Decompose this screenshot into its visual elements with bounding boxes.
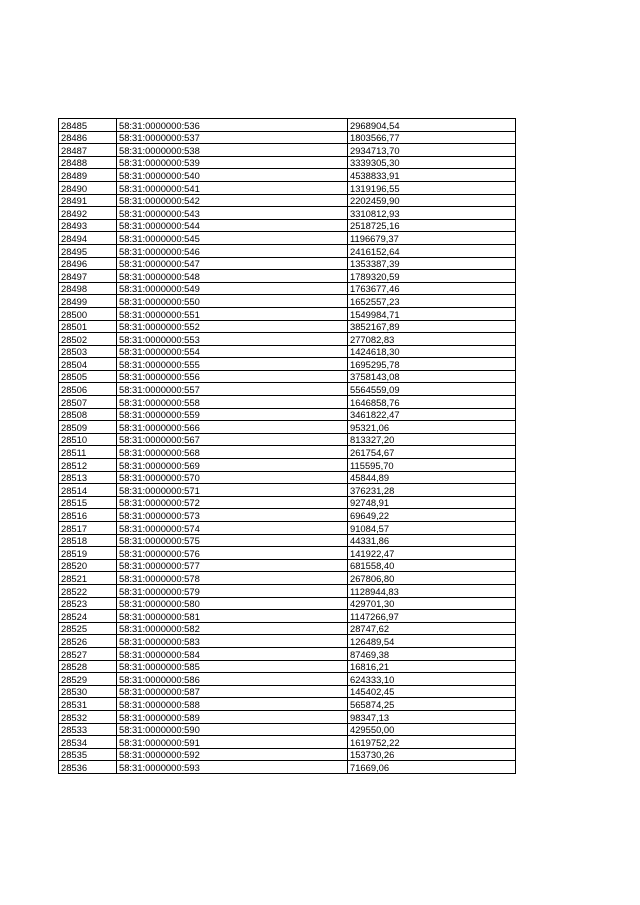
row-number-cell: 28509 <box>59 421 117 434</box>
row-number-cell: 28495 <box>59 244 117 257</box>
table-row <box>59 244 516 257</box>
table-row <box>59 295 516 308</box>
table-row <box>59 559 516 572</box>
table-row <box>59 144 516 157</box>
cadastral-number-cell: 58:31:0000000:556 <box>117 370 348 383</box>
row-number-cell: 28528 <box>59 660 117 673</box>
value-cell: 115595,70 <box>348 459 516 472</box>
cadastral-number-cell: 58:31:0000000:558 <box>117 396 348 409</box>
cadastral-number-cell: 58:31:0000000:566 <box>117 421 348 434</box>
row-number-cell: 28514 <box>59 484 117 497</box>
row-number-cell: 28533 <box>59 723 117 736</box>
cadastral-number-cell: 58:31:0000000:541 <box>117 181 348 194</box>
row-number-cell: 28502 <box>59 333 117 346</box>
row-number-cell: 28496 <box>59 257 117 270</box>
row-number-cell: 28497 <box>59 270 117 283</box>
row-number-cell: 28531 <box>59 698 117 711</box>
row-number-cell: 28487 <box>59 144 117 157</box>
row-number-cell: 28536 <box>59 761 117 774</box>
row-number-cell: 28532 <box>59 710 117 723</box>
value-cell: 3461822,47 <box>348 408 516 421</box>
row-number-cell: 28503 <box>59 345 117 358</box>
cadastral-number-cell: 58:31:0000000:537 <box>117 131 348 144</box>
value-cell: 1319196,55 <box>348 181 516 194</box>
row-number-cell: 28520 <box>59 559 117 572</box>
cadastral-number-cell: 58:31:0000000:542 <box>117 194 348 207</box>
cadastral-number-cell: 58:31:0000000:592 <box>117 748 348 761</box>
value-cell: 2416152,64 <box>348 244 516 257</box>
value-cell: 45844,89 <box>348 471 516 484</box>
table-row <box>59 181 516 194</box>
value-cell: 2968904,54 <box>348 119 516 132</box>
cadastral-number-cell: 58:31:0000000:553 <box>117 333 348 346</box>
table-row <box>59 383 516 396</box>
cadastral-number-cell: 58:31:0000000:572 <box>117 496 348 509</box>
value-cell: 91084,57 <box>348 522 516 535</box>
value-cell: 141922,47 <box>348 547 516 560</box>
table-row <box>59 156 516 169</box>
cadastral-number-cell: 58:31:0000000:554 <box>117 345 348 358</box>
table-row <box>59 660 516 673</box>
cadastral-number-cell: 58:31:0000000:567 <box>117 433 348 446</box>
cadastral-number-cell: 58:31:0000000:578 <box>117 572 348 585</box>
row-number-cell: 28510 <box>59 433 117 446</box>
value-cell: 1128944,83 <box>348 584 516 597</box>
cadastral-number-cell: 58:31:0000000:569 <box>117 459 348 472</box>
row-number-cell: 28523 <box>59 597 117 610</box>
value-cell: 4538833,91 <box>348 169 516 182</box>
table-row <box>59 358 516 371</box>
value-cell: 153730,26 <box>348 748 516 761</box>
value-cell: 2202459,90 <box>348 194 516 207</box>
table-row <box>59 597 516 610</box>
row-number-cell: 28505 <box>59 370 117 383</box>
cadastral-number-cell: 58:31:0000000:583 <box>117 635 348 648</box>
row-number-cell: 28525 <box>59 622 117 635</box>
row-number-cell: 28498 <box>59 282 117 295</box>
table-row <box>59 370 516 383</box>
value-cell: 267806,80 <box>348 572 516 585</box>
cadastral-number-cell: 58:31:0000000:544 <box>117 219 348 232</box>
value-cell: 145402,45 <box>348 685 516 698</box>
table-row <box>59 345 516 358</box>
value-cell: 1789320,59 <box>348 270 516 283</box>
table-row <box>59 685 516 698</box>
table-row <box>59 320 516 333</box>
value-cell: 429550,00 <box>348 723 516 736</box>
cadastral-number-cell: 58:31:0000000:581 <box>117 610 348 623</box>
value-cell: 1196679,37 <box>348 232 516 245</box>
cadastral-number-cell: 58:31:0000000:545 <box>117 232 348 245</box>
table-row <box>59 547 516 560</box>
row-number-cell: 28517 <box>59 522 117 535</box>
table-row <box>59 610 516 623</box>
cadastral-number-cell: 58:31:0000000:580 <box>117 597 348 610</box>
value-cell: 1695295,78 <box>348 358 516 371</box>
value-cell: 69649,22 <box>348 509 516 522</box>
value-cell: 1549984,71 <box>348 307 516 320</box>
row-number-cell: 28530 <box>59 685 117 698</box>
row-number-cell: 28513 <box>59 471 117 484</box>
table-body <box>59 119 516 774</box>
table-row <box>59 446 516 459</box>
row-number-cell: 28527 <box>59 647 117 660</box>
row-number-cell: 28501 <box>59 320 117 333</box>
cadastral-number-cell: 58:31:0000000:557 <box>117 383 348 396</box>
row-number-cell: 28534 <box>59 736 117 749</box>
value-cell: 1763677,46 <box>348 282 516 295</box>
cadastral-number-cell: 58:31:0000000:589 <box>117 710 348 723</box>
row-number-cell: 28507 <box>59 396 117 409</box>
value-cell: 3339305,30 <box>348 156 516 169</box>
cadastral-number-cell: 58:31:0000000:538 <box>117 144 348 157</box>
value-cell: 565874,25 <box>348 698 516 711</box>
cadastral-number-cell: 58:31:0000000:587 <box>117 685 348 698</box>
table-row <box>59 396 516 409</box>
row-number-cell: 28486 <box>59 131 117 144</box>
value-cell: 1424618,30 <box>348 345 516 358</box>
row-number-cell: 28516 <box>59 509 117 522</box>
cadastral-number-cell: 58:31:0000000:549 <box>117 282 348 295</box>
row-number-cell: 28490 <box>59 181 117 194</box>
cadastral-number-cell: 58:31:0000000:539 <box>117 156 348 169</box>
value-cell: 1646858,76 <box>348 396 516 409</box>
table-row <box>59 307 516 320</box>
row-number-cell: 28511 <box>59 446 117 459</box>
value-cell: 1619752,22 <box>348 736 516 749</box>
cadastral-number-cell: 58:31:0000000:586 <box>117 673 348 686</box>
cadastral-number-cell: 58:31:0000000:591 <box>117 736 348 749</box>
row-number-cell: 28494 <box>59 232 117 245</box>
row-number-cell: 28506 <box>59 383 117 396</box>
value-cell: 3310812,93 <box>348 207 516 220</box>
table-row <box>59 723 516 736</box>
cadastral-number-cell: 58:31:0000000:548 <box>117 270 348 283</box>
table-row <box>59 534 516 547</box>
value-cell: 28747,62 <box>348 622 516 635</box>
value-cell: 2518725,16 <box>348 219 516 232</box>
data-table <box>58 118 516 774</box>
cadastral-number-cell: 58:31:0000000:552 <box>117 320 348 333</box>
value-cell: 277082,83 <box>348 333 516 346</box>
value-cell: 376231,28 <box>348 484 516 497</box>
value-cell: 95321,06 <box>348 421 516 434</box>
cadastral-number-cell: 58:31:0000000:570 <box>117 471 348 484</box>
cadastral-number-cell: 58:31:0000000:585 <box>117 660 348 673</box>
row-number-cell: 28526 <box>59 635 117 648</box>
value-cell: 1803566,77 <box>348 131 516 144</box>
table-row <box>59 635 516 648</box>
value-cell: 429701,30 <box>348 597 516 610</box>
value-cell: 2934713,70 <box>348 144 516 157</box>
value-cell: 92748,91 <box>348 496 516 509</box>
cadastral-number-cell: 58:31:0000000:550 <box>117 295 348 308</box>
value-cell: 1353387,39 <box>348 257 516 270</box>
cadastral-number-cell: 58:31:0000000:543 <box>117 207 348 220</box>
row-number-cell: 28500 <box>59 307 117 320</box>
value-cell: 71669,06 <box>348 761 516 774</box>
value-cell: 44331,86 <box>348 534 516 547</box>
cadastral-number-cell: 58:31:0000000:576 <box>117 547 348 560</box>
table-row <box>59 257 516 270</box>
cadastral-number-cell: 58:31:0000000:568 <box>117 446 348 459</box>
row-number-cell: 28488 <box>59 156 117 169</box>
row-number-cell: 28504 <box>59 358 117 371</box>
cadastral-number-cell: 58:31:0000000:579 <box>117 584 348 597</box>
cadastral-number-cell: 58:31:0000000:559 <box>117 408 348 421</box>
table-row <box>59 673 516 686</box>
row-number-cell: 28492 <box>59 207 117 220</box>
row-number-cell: 28524 <box>59 610 117 623</box>
cadastral-number-cell: 58:31:0000000:551 <box>117 307 348 320</box>
table-row <box>59 584 516 597</box>
value-cell: 261754,67 <box>348 446 516 459</box>
row-number-cell: 28491 <box>59 194 117 207</box>
cadastral-number-cell: 58:31:0000000:575 <box>117 534 348 547</box>
value-cell: 813327,20 <box>348 433 516 446</box>
cadastral-number-cell: 58:31:0000000:547 <box>117 257 348 270</box>
cadastral-number-cell: 58:31:0000000:590 <box>117 723 348 736</box>
table-row <box>59 408 516 421</box>
table-row <box>59 710 516 723</box>
table-row <box>59 736 516 749</box>
cadastral-number-cell: 58:31:0000000:540 <box>117 169 348 182</box>
cadastral-number-cell: 58:31:0000000:573 <box>117 509 348 522</box>
table-row <box>59 459 516 472</box>
cadastral-number-cell: 58:31:0000000:584 <box>117 647 348 660</box>
table-row <box>59 282 516 295</box>
cadastral-number-cell: 58:31:0000000:574 <box>117 522 348 535</box>
value-cell: 126489,54 <box>348 635 516 648</box>
table-row <box>59 131 516 144</box>
row-number-cell: 28499 <box>59 295 117 308</box>
value-cell: 3852167,89 <box>348 320 516 333</box>
cadastral-number-cell: 58:31:0000000:555 <box>117 358 348 371</box>
value-cell: 681558,40 <box>348 559 516 572</box>
value-cell: 1147266,97 <box>348 610 516 623</box>
row-number-cell: 28512 <box>59 459 117 472</box>
table-row <box>59 572 516 585</box>
row-number-cell: 28515 <box>59 496 117 509</box>
table-row <box>59 471 516 484</box>
table-row <box>59 484 516 497</box>
row-number-cell: 28519 <box>59 547 117 560</box>
cadastral-number-cell: 58:31:0000000:577 <box>117 559 348 572</box>
value-cell: 16816,21 <box>348 660 516 673</box>
table-row <box>59 421 516 434</box>
table-row <box>59 333 516 346</box>
value-cell: 98347,13 <box>348 710 516 723</box>
table-row <box>59 748 516 761</box>
table-row <box>59 509 516 522</box>
table-row <box>59 647 516 660</box>
value-cell: 87469,38 <box>348 647 516 660</box>
table-row <box>59 119 516 132</box>
table-row <box>59 522 516 535</box>
cadastral-number-cell: 58:31:0000000:588 <box>117 698 348 711</box>
table-row <box>59 270 516 283</box>
row-number-cell: 28485 <box>59 119 117 132</box>
cadastral-number-cell: 58:31:0000000:582 <box>117 622 348 635</box>
table-row <box>59 194 516 207</box>
row-number-cell: 28521 <box>59 572 117 585</box>
table-row <box>59 433 516 446</box>
row-number-cell: 28493 <box>59 219 117 232</box>
table-row <box>59 761 516 774</box>
table-row <box>59 169 516 182</box>
table-row <box>59 622 516 635</box>
value-cell: 624333,10 <box>348 673 516 686</box>
table-row <box>59 698 516 711</box>
row-number-cell: 28529 <box>59 673 117 686</box>
table-row <box>59 232 516 245</box>
cadastral-number-cell: 58:31:0000000:536 <box>117 119 348 132</box>
cadastral-number-cell: 58:31:0000000:593 <box>117 761 348 774</box>
value-cell: 3758143,08 <box>348 370 516 383</box>
cadastral-number-cell: 58:31:0000000:546 <box>117 244 348 257</box>
row-number-cell: 28489 <box>59 169 117 182</box>
row-number-cell: 28508 <box>59 408 117 421</box>
cadastral-number-cell: 58:31:0000000:571 <box>117 484 348 497</box>
table-row <box>59 496 516 509</box>
row-number-cell: 28522 <box>59 584 117 597</box>
value-cell: 1652557,23 <box>348 295 516 308</box>
value-cell: 5564559,09 <box>348 383 516 396</box>
table-row <box>59 219 516 232</box>
table-row <box>59 207 516 220</box>
row-number-cell: 28518 <box>59 534 117 547</box>
row-number-cell: 28535 <box>59 748 117 761</box>
